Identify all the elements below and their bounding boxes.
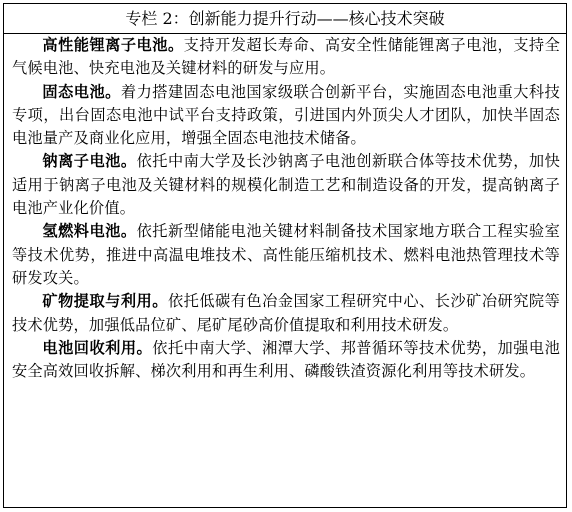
box-title: 专栏 2：创新能力提升行动——核心技术突破: [4, 4, 566, 34]
box-content: [4, 34, 566, 383]
feature-box: [3, 3, 567, 508]
paragraph-heading: 高性能锂离子电池。: [42, 36, 184, 54]
paragraph-text: 依托中南大学、湘潭大学、邦普循环等技术优势，加强电池安全高效回收拆解、梯次利用和再生利用、磷酸铁渣资源化利用等技术研发。: [12, 338, 560, 381]
paragraph-text: 支持开发超长寿命、高安全性储能锂离子电池，支持全气候电池、快充电池及关键材料的研发与应用。: [12, 36, 560, 78]
paragraph-heading: 矿物提取与利用。: [42, 292, 168, 311]
paragraph-text: 依托低碳有色冶金国家工程研究中心、长沙矿冶研究院等技术优势，加强低品位矿、尾矿尾砂高价值提取和利用技术研发。: [12, 292, 560, 334]
paragraph-text: 着力搭建固态电池国家级联合创新平台，实施固态电池重大科技专项，出台固态电池中试平台支持政策，引进国内外顶尖人才团队，加快半固态电池量产及商业化应用，增强全固态电池技术储备。: [12, 82, 561, 148]
paragraph-text: 依托中南大学及长沙钠离子电池创新联合体等技术优势，加快适用于钠离子电池及关键材料的规模化制造工艺和制造设备的开发，提高钠离子电池产业化价值。: [12, 152, 560, 218]
paragraph-solid-state: [12, 81, 560, 151]
paragraph-lithium-ion: [12, 34, 560, 81]
paragraph-heading: 钠离子电池。: [42, 152, 137, 171]
paragraph-battery-recycling: [12, 337, 560, 384]
paragraph-text: 依托新型储能电池关键材料制备技术国家地方联合工程实验室等技术优势，推进中高温电堆技术、高性能压缩机技术、燃料电池热管理技术等研发攻关。: [12, 222, 560, 287]
paragraph-mineral-extraction: [12, 290, 560, 337]
paragraph-sodium-ion: [12, 150, 560, 220]
paragraph-heading: 电池回收利用。: [42, 338, 153, 357]
paragraph-heading: 固态电池。: [42, 82, 121, 101]
paragraph-hydrogen-fuel: [12, 220, 560, 290]
paragraph-heading: 氢燃料电池。: [42, 222, 137, 241]
